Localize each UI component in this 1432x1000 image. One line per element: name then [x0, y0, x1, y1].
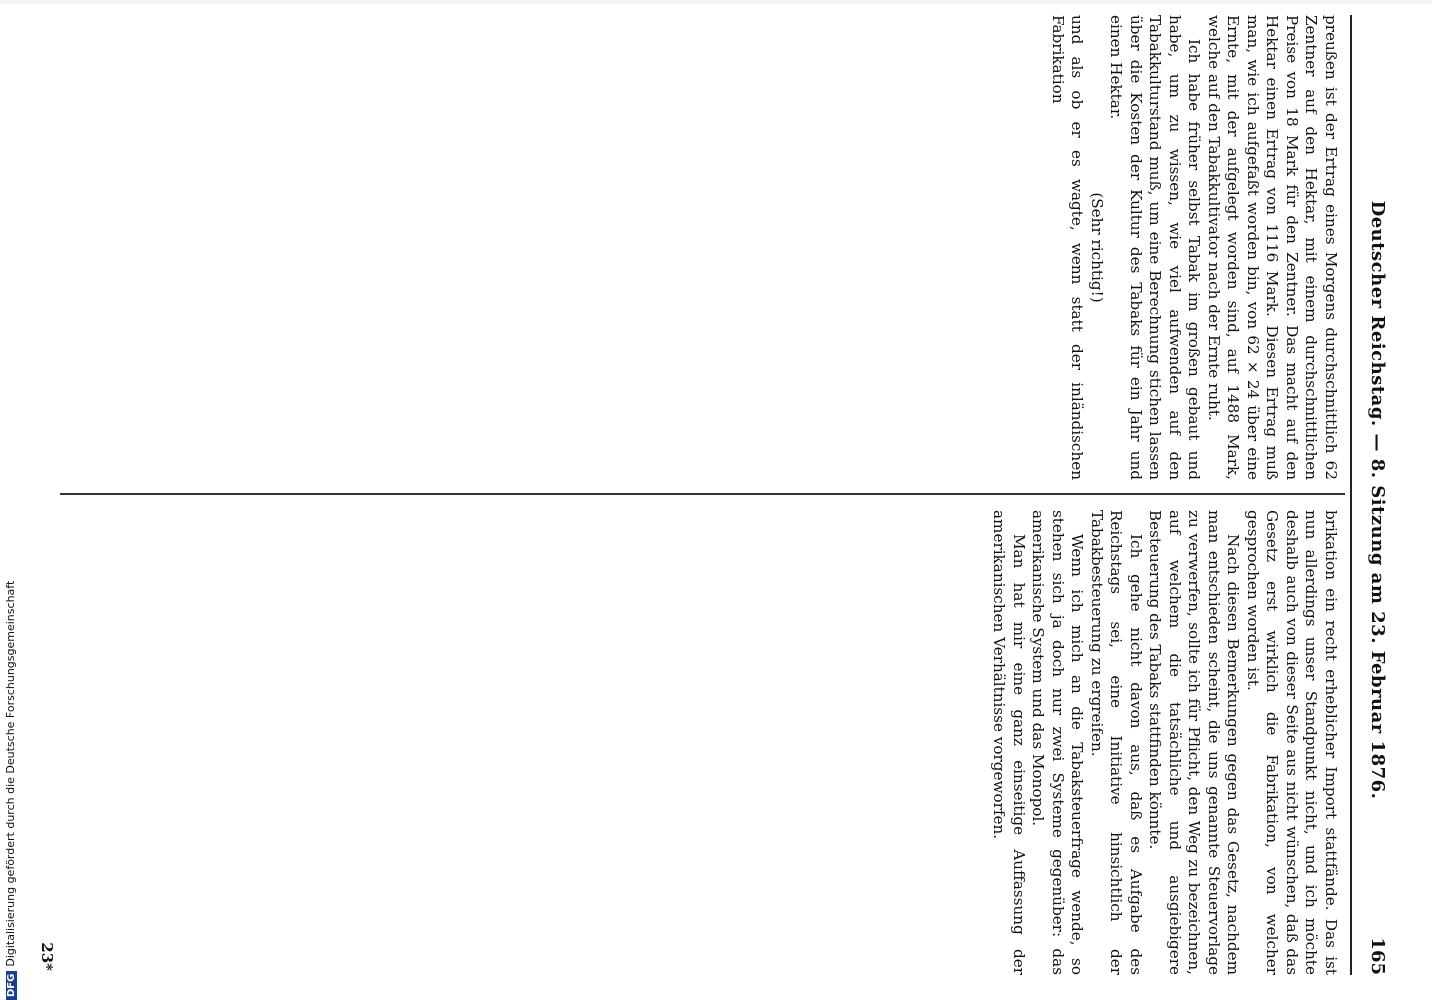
column-divider [60, 493, 1345, 495]
interjection: (Sehr richtig!) [1088, 192, 1106, 303]
page-number: 165 [1367, 937, 1388, 975]
running-title: Deutscher Reichstag. — 8. Sitzung am 23. Februar 1876. [1367, 200, 1388, 800]
page-header [1360, 5, 1400, 995]
signature-mark: 23* [38, 942, 56, 971]
funding-caption [4, 580, 20, 1000]
paragraph: Ich habe früher selbst Tabak im großen gebaut und habe, um zu wissen, wie viel aufwenden auf den Tabakkulturstand muß, um eine Berechnung stichen lassen über die Kosten der Kultur des Tabaks für ein Jahr und einen Hektar. [1107, 15, 1204, 480]
paragraph: Wenn ich mich an die Tabaksteuerfrage wende, so stehen sich ja doch nur zwei Systeme gegenüber: das amerikanische System und das Monopol. [1029, 510, 1087, 975]
paragraph: Man hat mir eine ganz einseitige Auffassung der amerikanischen Verhältnisse vorgeworfen. [990, 510, 1028, 975]
paragraph: Ich gehe nicht davon aus, daß es Aufgabe des Reichstags sei, eine Initiative hinsichtlich der Tabakbesteuerung zu ergreifen. [1088, 510, 1145, 975]
paragraph: Nach diesen Bemerkungen gegen das Gesetz, nachdem man entschieden scheint, die uns genannte Steuervorlage zu verwerfen, sollte ich für Pflicht, den Weg zu bezeichnen, auf welchem die tatsächliche und ausgiebigere Besteuerung des Tabaks stattfinden könnte. [1146, 510, 1243, 975]
dfg-logo: DFG [6, 971, 17, 1000]
left-column [1048, 15, 1341, 480]
scan-edge [0, 0, 1432, 4]
funding-caption-text: Digitalisierung gefördert durch die Deutsche Forschungsgemeinschaft [4, 580, 17, 967]
paragraph: und als ob er es wagte, wenn statt der inländischen Fabrikation [1049, 15, 1087, 480]
right-column [989, 510, 1340, 975]
paragraph: brikation ein recht erheblicher Import stattfände. Das ist nun allerdings unser Standpunkt nicht, und ich möchte deshalb auch von dieser Seite aus nicht wünschen, daß das Gesetz erst wirklich die Fabrikation, von welcher gesprochen worden ist. [1244, 510, 1340, 975]
paragraph: preußen ist der Ertrag eines Morgens durchschnittlich 62 Zentner auf den Hektar, mit einem durchschnittlichen Preise von 18 Mark für den Zentner. Das macht auf den Hektar einen Ertrag von 1116 Mark. Diesen Ertrag muß man, wie ich aufgefaßt worden bin, von 62 × 24 über eine Ernte, mit der aufgelegt worden sind, auf 1488 Mark, welche auf den Tabakkultivator nach der Ernte ruht. [1205, 15, 1340, 480]
document-page [30, 5, 1400, 995]
header-rule [1350, 15, 1352, 975]
